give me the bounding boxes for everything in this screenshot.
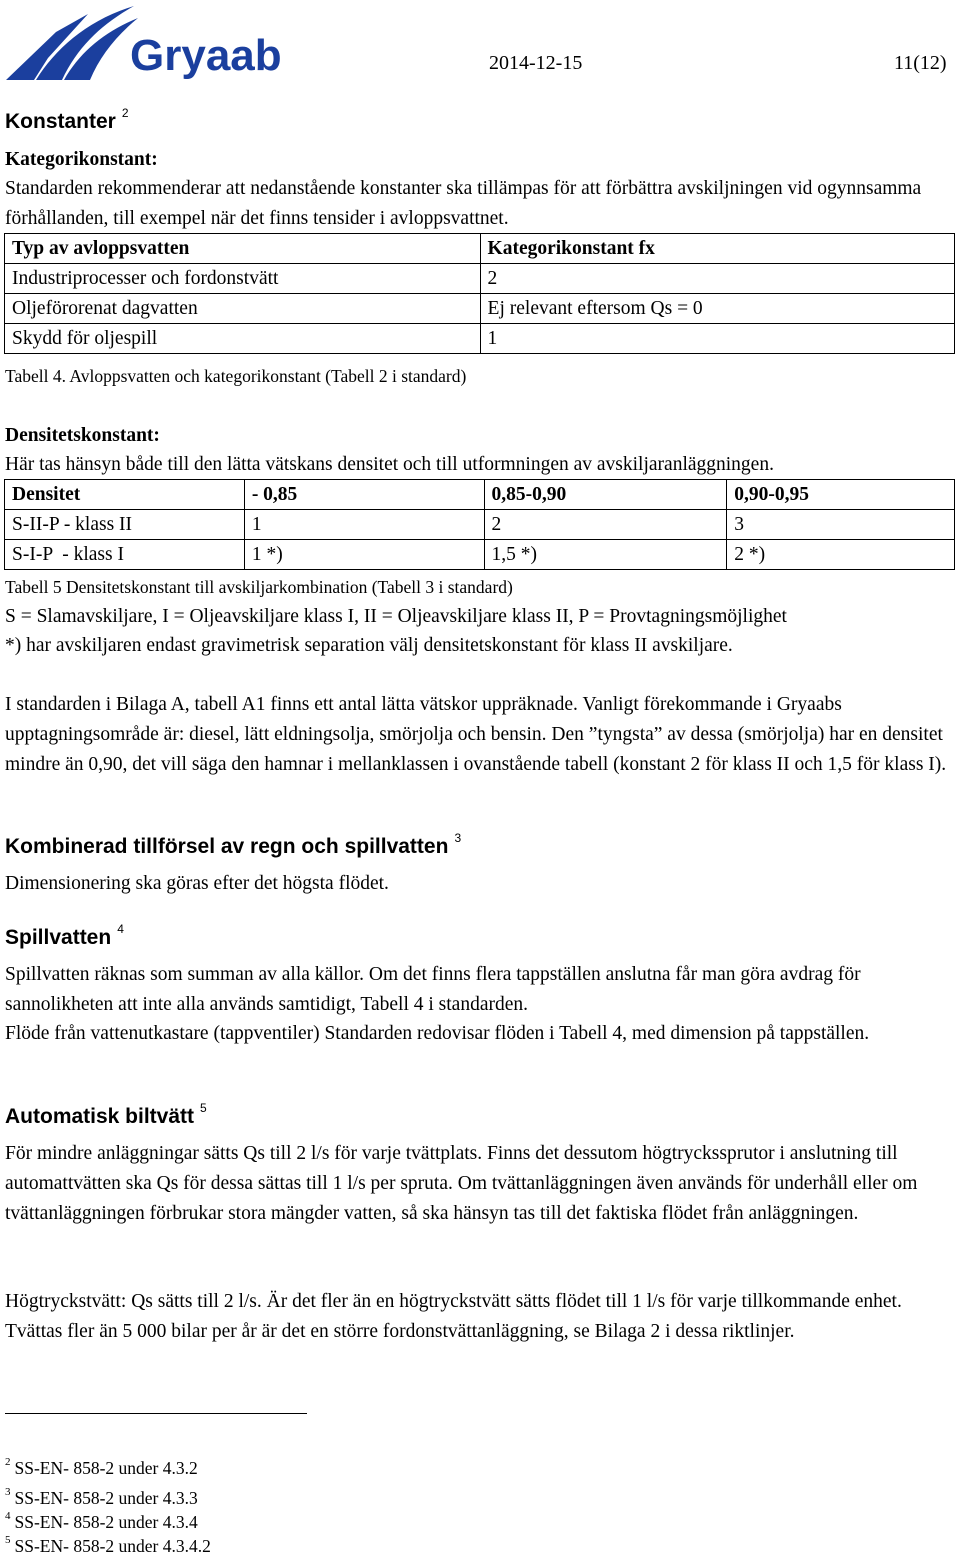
footnote: $^5$ SS-EN- 858-2 under 4.3.4.2 [5,1534,211,1556]
section-heading-biltvatt: Automatisk biltvätt $^5$ [5,1101,207,1128]
table-header-row [5,480,955,510]
abbreviation-note: S = Slamavskiljare, I = Oljeavskiljare klass I, II = Oljeavskiljare klass II, P = Provtagningsmöjlighet [5,606,787,627]
spillvatten-text-2: Flöde från vattenutkastare (tappventiler) Standarden redovisar flöden i Tabell 4, med dimension på tappställen. [5,1023,870,1044]
table-cell: 2 [484,510,727,540]
table-header-cell: Kategorikonstant fx [480,234,954,264]
table-cell: S-I-P - klass I [5,540,245,570]
table-row [5,324,955,354]
bilaga-paragraph: I standarden i Bilaga A, tabell A1 finns ett antal lätta vätskor uppräknade. Vanligt förekommande i Gryaabs upptagningsområde är: diesel, lätt eldningsolja, smörjolja och bensin. Den ”tyngsta” av dessa (smörjolja) har en densitet mindre än 0,90, det vill säga den hamnar i mellanklassen i ovanstående tabell (konstant 2 för klass II och 1,5 för klass I). [5,694,947,775]
section-heading-konstanter: Konstanter $^2$ [5,106,129,133]
table-cell: 1 [244,510,484,540]
table-cell: 1,5 *) [484,540,727,570]
table-cell: 2 [480,264,954,294]
table-cell: 1 *) [244,540,484,570]
biltvatt-text-1: För mindre anläggningar sätts Qs till 2 l/s för varje tvättplats. Finns det dessutom högtryckssprutor i anslutning till automattvätten ska Qs för dessa sättas till 1 l/s per spruta. Om tvättanläggningen även används för underhåll eller om tvättanläggningen förbrukar stora mängder vatten, så ska hänsyn tas till det faktiska flödet från anläggningen. [5,1143,918,1224]
footnote-ref: 3 [454,831,462,845]
footnote-ref: 4 [117,922,124,936]
table-cell: S-II-P - klass II [5,510,245,540]
kombinerad-text: Dimensionering ska göras efter det högsta flödet. [5,873,389,894]
table-header-cell: Densitet [5,480,245,510]
table-header-cell: Typ av avloppsvatten [5,234,481,264]
table-row [5,264,955,294]
densitet-text: Här tas hänsyn både till den lätta vätskans densitet och till utformningen av avskiljaranläggningen. [5,454,774,475]
table-cell: 3 [727,510,955,540]
footnote-divider [5,1413,307,1414]
table-cell: 2 *) [727,540,955,570]
table-cell: Ej relevant eftersom Qs = 0 [480,294,954,324]
table-cell: Industriprocesser och fordonstvätt [5,264,481,294]
gryaab-logo [4,2,308,82]
footnote-ref: 5 [200,1101,207,1115]
footnote-ref: 2 [121,106,129,120]
section-heading-kombinerad: Kombinerad tillförsel av regn och spillvatten $^3$ [5,831,462,858]
table-row [5,510,955,540]
table-header-cell: 0,90-0,95 [727,480,955,510]
footnote: $^2$ SS-EN- 858-2 under 4.3.2 [5,1456,198,1478]
section-heading-spillvatten: Spillvatten $^4$ [5,922,124,949]
table-cell: Skydd för oljespill [5,324,481,354]
spillvatten-text-1: Spillvatten räknas som summan av alla källor. Om det finns flera tappställen anslutna får man göra avdrag för sannolikheten att inte alla används samtidigt, Tabell 4 i standarden. [5,964,861,1015]
svg-text:Gryaab: Gryaab [130,31,282,80]
table-cell: Oljeförorenat dagvatten [5,294,481,324]
document-date: 2014-12-15 [489,52,583,74]
table-cell: 1 [480,324,954,354]
table-densitetskonstant [4,479,955,570]
kategori-text: Standarden rekommenderar att nedanstående konstanter ska tillämpas för att förbättra avskiljningen vid ogynnsamma förhållanden, till exempel när det finns tensider i avloppsvattnet. [5,178,922,229]
kategori-label: Kategorikonstant: [5,149,158,170]
star-note: *) har avskiljaren endast gravimetrisk separation välj densitetskonstant för klass II avskiljare. [5,635,733,656]
table-header-row [5,234,955,264]
table-header-cell: - 0,85 [244,480,484,510]
table-row [5,540,955,570]
biltvatt-text-2: Högtryckstvätt: Qs sätts till 2 l/s. Är det fler än en högtryckstvätt sätts flödet till 1 l/s för varje tillkommande enhet. Tvättas fler än 5 000 bilar per år är det en större fordonstvättanläggning, se Bilaga 2 i dessa riktlinjer. [5,1291,902,1342]
table-kategorikonstant [4,233,955,354]
densitet-label: Densitetskonstant: [5,425,160,446]
table-caption: Tabell 5 Densitetskonstant till avskiljarkombination (Tabell 3 i standard) [5,577,513,597]
table-header-cell: 0,85-0,90 [484,480,727,510]
footnote: $^3$ SS-EN- 858-2 under 4.3.3 [5,1486,198,1508]
page-number: 11(12) [894,52,947,74]
footnote: $^4$ SS-EN- 858-2 under 4.3.4 [5,1510,198,1532]
table-row [5,294,955,324]
table-caption: Tabell 4. Avloppsvatten och kategorikonstant (Tabell 2 i standard) [5,366,467,386]
